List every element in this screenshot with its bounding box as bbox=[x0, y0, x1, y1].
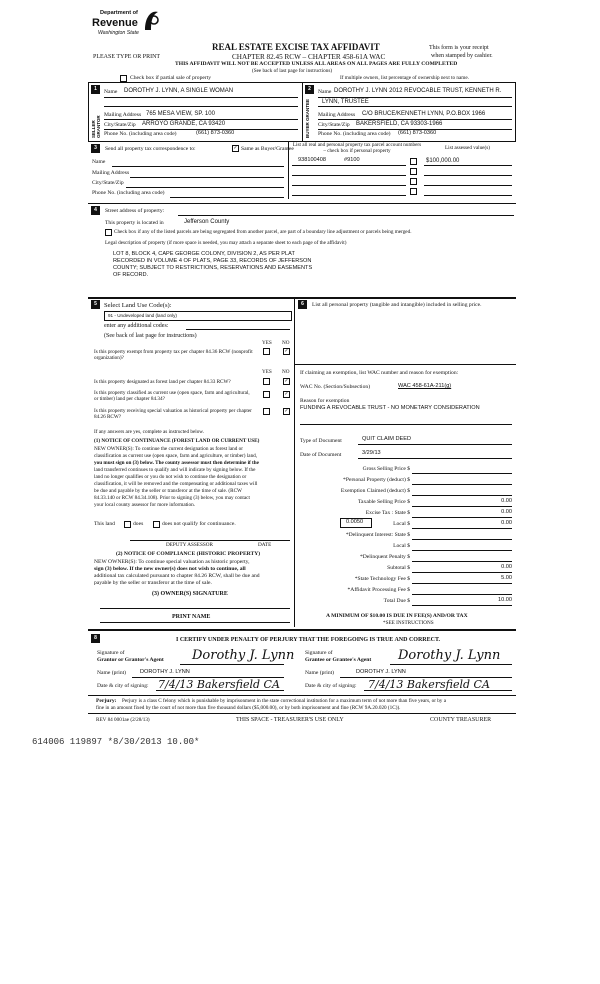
please-type: PLEASE TYPE OR PRINT bbox=[93, 54, 161, 60]
notice-compliance-title: (2) NOTICE OF COMPLIANCE (HISTORIC PROPERTY) bbox=[116, 551, 261, 557]
grantor-signature[interactable]: Dorothy J. Lynn bbox=[192, 648, 295, 663]
logo-dept-line2: Revenue bbox=[92, 17, 138, 29]
partial-sale-checkbox[interactable] bbox=[120, 75, 127, 82]
notice1-line-7: be due and payable by the seller or transferor at the time of sale. (RCW bbox=[94, 488, 242, 494]
section-8-top bbox=[88, 629, 516, 631]
financial-row-value[interactable]: 10.00 bbox=[498, 597, 512, 603]
doc-date-line bbox=[358, 458, 512, 459]
financial-row-label: *Affidavit Processing Fee $ bbox=[347, 587, 410, 593]
notice2-line-2: sign (3) below. If the new owner(s) does not wish to continue, all bbox=[94, 566, 246, 572]
assessed-value[interactable]: $100,000.00 bbox=[426, 158, 460, 164]
legal-line-1: LOT 8, BLOCK 4, CAPE GEORGE COLONY, DIVISION 2, AS PER PLAT bbox=[113, 251, 295, 257]
perjury-text-2: fine in an amount fixed by the court of not more than five thousand dollars ($5,000.00), or by both imprisonment and fine (RCW 9A.20.020 (1C)). bbox=[96, 705, 401, 711]
notice1-line-2: classification as current use (open space, farm and agriculture, or timber) land, bbox=[94, 453, 258, 459]
section-3-divider bbox=[288, 141, 289, 199]
financial-row-line bbox=[412, 506, 512, 507]
financial-row-line bbox=[412, 550, 512, 551]
grantee-name-label: Name bbox=[318, 89, 332, 95]
grantee-name-line bbox=[318, 97, 512, 98]
question-exempt: Is this property exempt from property tax per chapter 84.36 RCW (nonprofit organization)? bbox=[94, 349, 253, 362]
if-yes-note: If any answers are yes, complete as instructed below. bbox=[94, 429, 205, 435]
taxpayer-phone-label: Phone No. (including area code) bbox=[92, 190, 165, 196]
send-correspondence-label: Send all property tax correspondence to: bbox=[105, 146, 196, 152]
grantee-date-city-label: Date & city of signing: bbox=[305, 683, 357, 689]
local-rate-value: 0.0050 bbox=[346, 519, 364, 525]
deputy-assessor-line bbox=[130, 540, 290, 541]
grantor-mail-value[interactable]: 765 MESA VIEW, SP. 100 bbox=[146, 111, 215, 117]
revision-label: REV 84 0001ae (2/28/13) bbox=[96, 717, 150, 723]
land-does-not-checkbox[interactable] bbox=[153, 521, 160, 528]
financial-row-line bbox=[412, 605, 512, 606]
grantee-blank-line bbox=[318, 106, 512, 107]
deputy-assessor-label: DEPUTY ASSESSOR bbox=[166, 542, 213, 548]
financial-row-label: Taxable Selling Price $ bbox=[358, 499, 410, 505]
grantee-name-value[interactable]: DOROTHY J. LYNN 2012 REVOCABLE TRUST, KENNETH R. bbox=[334, 88, 502, 94]
section-5-number: 5 bbox=[91, 300, 100, 309]
grantor-mail-line bbox=[104, 119, 298, 120]
notice2-line-3: additional tax calculated pursuant to chapter 84.26 RCW, shall be due and bbox=[94, 573, 260, 579]
form-chapter: CHAPTER 82.45 RCW – CHAPTER 458-61A WAC bbox=[232, 53, 386, 61]
grantor-date-city-line bbox=[156, 690, 284, 691]
notice1-line-3: you must sign on (3) below. The county assessor must then determine if the bbox=[94, 460, 259, 466]
assessed-line-2 bbox=[424, 175, 512, 176]
financial-row-label: Total Due $ bbox=[383, 598, 410, 604]
exempt-no-checkbox[interactable]: ✓ bbox=[284, 348, 289, 354]
form-title: REAL ESTATE EXCISE TAX AFFIDAVIT bbox=[212, 42, 380, 52]
owner-signature-line bbox=[100, 608, 290, 609]
financial-row-label: Local $ bbox=[393, 543, 410, 549]
legal-description-label: Legal description of property (if more space is needed, you may attach a separate sheet to each page of the affidavit) bbox=[105, 240, 347, 246]
forest-yes-checkbox[interactable] bbox=[263, 378, 270, 385]
notice1-line-9: your local county assessor for more information. bbox=[94, 502, 195, 508]
financial-row-label: Gross Selling Price $ bbox=[362, 466, 410, 472]
grantor-phone-value[interactable]: (661) 873-0360 bbox=[196, 130, 235, 136]
taxpayer-mail-label: Mailing Address bbox=[92, 170, 130, 176]
grantee-mail-value[interactable]: C/O BRUCE/KENNETH LYNN, P.O.BOX 1966 bbox=[362, 111, 486, 117]
grantee-phone-label: Phone No. (including area code) bbox=[318, 131, 391, 137]
legal-line-2: RECORDED IN VOLUME 4 OF PLATS, PAGE 33, RECORDS OF JEFFERSON bbox=[113, 258, 312, 264]
print-name-label: PRINT NAME bbox=[172, 614, 211, 620]
grantee-sig-label-1: Signature of bbox=[305, 650, 333, 656]
notice2-line-4: payable by the seller or transferor at the time of sale. bbox=[94, 580, 212, 586]
this-land-label: This land bbox=[94, 521, 115, 527]
financial-row-line bbox=[412, 484, 512, 485]
section-4-top bbox=[88, 203, 516, 204]
divider-1-2 bbox=[302, 82, 303, 142]
print-name-line bbox=[100, 622, 290, 623]
perjury-text-1: Perjury is a class C felony which is punishable by imprisonment in the state correctional institution for a maximum term of not more than five years, or by a bbox=[122, 698, 447, 704]
grantor-sig-label-1: Signature of bbox=[97, 650, 125, 656]
taxpayer-name-label: Name bbox=[92, 159, 106, 165]
grantee-date-city-value[interactable]: 7/4/13 Bakersfield CA bbox=[368, 678, 490, 691]
minimum-due-line2: *SEE INSTRUCTIONS bbox=[383, 620, 434, 626]
reason-value[interactable]: FUNDING A REVOCABLE TRUST - NO MONETARY CONSIDERATION bbox=[300, 405, 480, 411]
no-header-1: NO bbox=[282, 340, 290, 346]
land-use-see-back: (See back of last page for instructions) bbox=[104, 333, 197, 339]
grantor-date-city-label: Date & city of signing: bbox=[97, 683, 149, 689]
personal-property-checkbox-2[interactable] bbox=[410, 168, 417, 175]
grantee-print-label: Name (print) bbox=[305, 670, 335, 676]
grantee-name-value-2[interactable]: LYNN, TRUSTEE bbox=[322, 99, 369, 105]
grantor-sig-label-2: Grantor or Grantor's Agent bbox=[97, 657, 164, 663]
financial-row-label: *Personal Property (deduct) $ bbox=[343, 477, 410, 483]
section-2-number: 2 bbox=[305, 85, 314, 94]
grantee-phone-value[interactable]: (661) 873-0360 bbox=[398, 130, 437, 136]
notice1-line-1: NEW OWNER(S): To continue the current designation as forest land or bbox=[94, 446, 243, 452]
grantor-print-value[interactable]: DOROTHY J. LYNN bbox=[140, 669, 190, 675]
segregated-label: Check box if any of the listed parcels are being segregated from another parcel, are part of a boundary line adjustment or parcels being merged. bbox=[114, 229, 412, 235]
assessed-line-3 bbox=[424, 185, 512, 186]
financial-row-label: *Delinquent Penalty $ bbox=[359, 554, 410, 560]
financial-row-line bbox=[412, 517, 512, 518]
financial-row-label: *State Technology Fee $ bbox=[354, 576, 410, 582]
yes-header-2: YES bbox=[262, 369, 272, 375]
grantor-print-label: Name (print) bbox=[97, 670, 127, 676]
financial-row-value[interactable]: 0.00 bbox=[501, 509, 512, 515]
grantor-mail-label: Mailing Address bbox=[104, 112, 142, 118]
section-6-mid bbox=[294, 364, 516, 365]
notice1-line-5: land no longer qualifies or you do not wish to continue the designation or bbox=[94, 474, 247, 480]
taxpayer-mail-line bbox=[130, 177, 284, 178]
grantee-mail-label: Mailing Address bbox=[318, 112, 356, 118]
parcel-line-4 bbox=[292, 195, 406, 196]
additional-codes-label: enter any additional codes: bbox=[104, 323, 169, 329]
local-rate-box[interactable] bbox=[340, 518, 372, 528]
treasurer-space-label: THIS SPACE - TREASURER'S USE ONLY bbox=[236, 717, 344, 723]
forest-no-checkbox[interactable]: ✓ bbox=[284, 378, 289, 384]
reason-line bbox=[300, 424, 512, 425]
financial-row-label: Local $ bbox=[393, 521, 410, 527]
land-use-select[interactable] bbox=[104, 311, 292, 321]
financial-row-label: *Delinquent Interest: State $ bbox=[345, 532, 410, 538]
legal-line-4: OF RECORD. bbox=[113, 272, 149, 278]
personal-property-checkbox-4[interactable] bbox=[410, 188, 417, 195]
question-historic: Is this property receiving special valuation as historical property per chapter 84.26 RCW? bbox=[94, 408, 252, 421]
grantor-phone-label: Phone No. (including area code) bbox=[104, 131, 177, 137]
parcel-header: List all real and personal property tax parcel account numbers – check box if personal property bbox=[292, 142, 422, 154]
grantor-blank-line bbox=[104, 106, 298, 107]
section-6-number: 6 bbox=[298, 300, 307, 309]
financial-row-line bbox=[412, 528, 512, 529]
land-does-checkbox[interactable] bbox=[124, 521, 131, 528]
financial-row-line bbox=[412, 583, 512, 584]
section-8-number: 8 bbox=[91, 634, 100, 643]
exempt-yes-checkbox[interactable] bbox=[263, 348, 270, 355]
parcel-number-value[interactable]: 938100408 bbox=[298, 157, 326, 163]
notice1-line-6: classification, it will be removed and the compensating or additional taxes will bbox=[94, 481, 258, 487]
financial-row-label: Subtotal $ bbox=[387, 565, 410, 571]
certify-statement: I CERTIFY UNDER PENALTY OF PERJURY THAT THE FOREGOING IS TRUE AND CORRECT. bbox=[176, 637, 441, 643]
section-1-number: 1 bbox=[91, 85, 100, 94]
financial-row-line bbox=[412, 473, 512, 474]
grantor-name-line bbox=[104, 97, 298, 98]
question-forest: Is this property designated as forest land per chapter 84.33 RCW? bbox=[94, 379, 231, 385]
notice1-line-8: 84.33.140 or RCW 84.34.108). Prior to signing (3) below, you may contact bbox=[94, 495, 250, 501]
question-current-use: Is this property classified as current use (open space, farm and agricultural, or timber) land per chapter 84.34? bbox=[94, 390, 250, 403]
financial-row-line bbox=[412, 539, 512, 540]
grantee-date-city-line bbox=[364, 690, 512, 691]
parcel-line-2 bbox=[292, 175, 406, 176]
section-5-top bbox=[88, 297, 516, 299]
current-use-no-checkbox[interactable]: ✓ bbox=[284, 391, 289, 397]
grantor-signature-line bbox=[180, 664, 284, 665]
additional-codes-line bbox=[186, 329, 290, 330]
county-treasurer-label: COUNTY TREASURER bbox=[430, 717, 492, 723]
reason-label: Reason for exemption bbox=[300, 398, 350, 404]
grantor-city-value[interactable]: ARROYO GRANDE, CA 93420 bbox=[142, 121, 226, 127]
same-as-buyer-label: Same as Buyer/Grantee bbox=[241, 146, 294, 152]
grantor-name-value[interactable]: DOROTHY J. LYNN, A SINGLE WOMAN bbox=[124, 88, 234, 94]
wac-label: WAC No. (Section/Subsection) bbox=[300, 384, 371, 390]
historic-no-checkbox[interactable]: ✓ bbox=[284, 408, 289, 414]
land-does-label: does bbox=[133, 521, 144, 527]
owner-signature-label: (3) OWNER(S) SIGNATURE bbox=[152, 591, 228, 597]
personal-property-checkbox-3[interactable] bbox=[410, 178, 417, 185]
exemption-label: If claiming an exemption, list WAC number and reason for exemption: bbox=[300, 370, 459, 376]
financial-row-line bbox=[412, 561, 512, 562]
located-in-label: This property is located in bbox=[105, 220, 164, 226]
perjury-bottom bbox=[88, 713, 516, 714]
perjury-label: Perjury: bbox=[96, 698, 117, 704]
grantee-city-value[interactable]: BAKERSFIELD, CA 93303-1966 bbox=[356, 121, 443, 127]
grantor-name-label: Name bbox=[104, 89, 118, 95]
land-does-not-label: does not qualify for continuance. bbox=[162, 521, 236, 527]
assessed-header: List assessed value(s) bbox=[445, 145, 490, 151]
doc-type-label: Type of Document bbox=[300, 438, 342, 444]
notice-continuance-title: (1) NOTICE OF CONTINUANCE (FOREST LAND OR CURRENT USE) bbox=[94, 438, 260, 444]
county-value[interactable]: Jefferson County bbox=[184, 219, 230, 225]
grantor-city-label: City/State/Zip bbox=[104, 122, 136, 128]
seller-grantor-label: SELLER GRANTOR bbox=[91, 115, 101, 138]
financial-row-value[interactable]: 0.00 bbox=[501, 498, 512, 504]
doc-type-value[interactable]: QUIT CLAIM DEED bbox=[362, 436, 412, 442]
land-use-label: Select Land Use Code(s): bbox=[104, 302, 172, 309]
financial-row-value[interactable]: 0.00 bbox=[501, 520, 512, 526]
current-use-yes-checkbox[interactable] bbox=[263, 391, 270, 398]
form-warning: THIS AFFIDAVIT WILL NOT BE ACCEPTED UNLESS ALL AREAS ON ALL PAGES ARE FULLY COMPLETED bbox=[175, 61, 458, 67]
segregated-checkbox[interactable] bbox=[105, 229, 112, 236]
assessed-line-4 bbox=[424, 195, 512, 196]
deputy-date-label: DATE bbox=[258, 542, 272, 548]
assessed-line-1 bbox=[424, 165, 512, 166]
logo-dept-line1: Department of bbox=[100, 10, 138, 16]
section-3-number: 3 bbox=[91, 144, 100, 153]
grantee-signature-line bbox=[390, 664, 512, 665]
form-see-back: (See back of last page for instructions) bbox=[252, 68, 333, 74]
financial-row-line bbox=[412, 572, 512, 573]
doc-type-line bbox=[358, 444, 512, 445]
section-4-number: 4 bbox=[91, 206, 100, 215]
wac-value[interactable]: WAC 458-61A-211(g) bbox=[398, 383, 452, 389]
financial-row-label: Excise Tax : State $ bbox=[365, 510, 410, 516]
grantee-sig-label-2: Grantee or Grantee's Agent bbox=[305, 657, 372, 663]
taxpayer-city-line bbox=[126, 187, 284, 188]
taxpayer-phone-line bbox=[170, 197, 284, 198]
notice1-line-4: land transferred continues to qualify and will indicate by signing below. If the bbox=[94, 467, 256, 473]
yes-header-1: YES bbox=[262, 340, 272, 346]
financial-row-value[interactable]: 0.00 bbox=[501, 564, 512, 570]
financial-row-label: Exemption Claimed (deduct) $ bbox=[340, 488, 410, 494]
doc-date-value[interactable]: 3/29/13 bbox=[362, 450, 381, 456]
doc-date-label: Date of Document bbox=[300, 452, 342, 458]
dor-logo-icon bbox=[142, 8, 160, 32]
buyer-grantee-label: BUYER GRANTEE bbox=[305, 98, 310, 138]
historic-yes-checkbox[interactable] bbox=[263, 408, 270, 415]
grantee-print-value[interactable]: DOROTHY J. LYNN bbox=[356, 669, 406, 675]
street-address-label: Street address of property: bbox=[105, 208, 165, 214]
financial-row-line bbox=[412, 594, 512, 595]
financial-row-line bbox=[412, 495, 512, 496]
section-5-6-divider bbox=[294, 297, 295, 627]
personal-property-checkbox-1[interactable] bbox=[410, 158, 417, 165]
logo-dept-line3: Washington State bbox=[98, 30, 139, 36]
grantor-date-city-value[interactable]: 7/4/13 Bakersfield CA bbox=[158, 678, 280, 691]
grantee-mail-line bbox=[318, 119, 512, 120]
parcel-line-1 bbox=[292, 165, 406, 166]
parcel-suffix-value[interactable]: #9100 bbox=[344, 157, 360, 163]
minimum-due-line1: A MINIMUM OF $10.00 IS DUE IN FEE(S) AND/OR TAX bbox=[326, 613, 468, 619]
same-as-buyer-checkbox[interactable]: ✓ bbox=[233, 145, 238, 151]
partial-sale-label: Check box if partial sale of property bbox=[130, 75, 212, 81]
notice2-line-1: NEW OWNER(S): To continue special valuation as historic property, bbox=[94, 559, 250, 565]
receipt-line1: This form is your receipt bbox=[429, 45, 489, 51]
no-header-2: NO bbox=[282, 369, 290, 375]
receipt-line2: when stamped by cashier. bbox=[431, 53, 493, 59]
personal-property-label: List all personal property (tangible and intangible) included in selling price. bbox=[312, 302, 482, 308]
financial-row-value[interactable]: 5.00 bbox=[501, 575, 512, 581]
perjury-top bbox=[88, 695, 516, 696]
legal-line-3: COUNTY; SUBJECT TO RESTRICTIONS, RESERVATIONS AND EASEMENTS bbox=[113, 265, 313, 271]
street-address-line bbox=[178, 215, 514, 216]
parcel-line-3 bbox=[292, 185, 406, 186]
grantee-city-label: City/State/Zip bbox=[318, 122, 350, 128]
dor-logo bbox=[92, 8, 162, 42]
cashier-stamp: 614006 119897 *8/30/2013 10.00* bbox=[32, 737, 200, 747]
land-use-value: 91 - Undeveloped land (land only) bbox=[108, 313, 177, 318]
grantee-signature[interactable]: Dorothy J. Lynn bbox=[398, 648, 501, 663]
taxpayer-city-label: City/State/Zip bbox=[92, 180, 124, 186]
multiple-owners-note: If multiple owners, list percentage of ownership next to name. bbox=[340, 75, 469, 81]
taxpayer-name-line bbox=[112, 166, 284, 167]
